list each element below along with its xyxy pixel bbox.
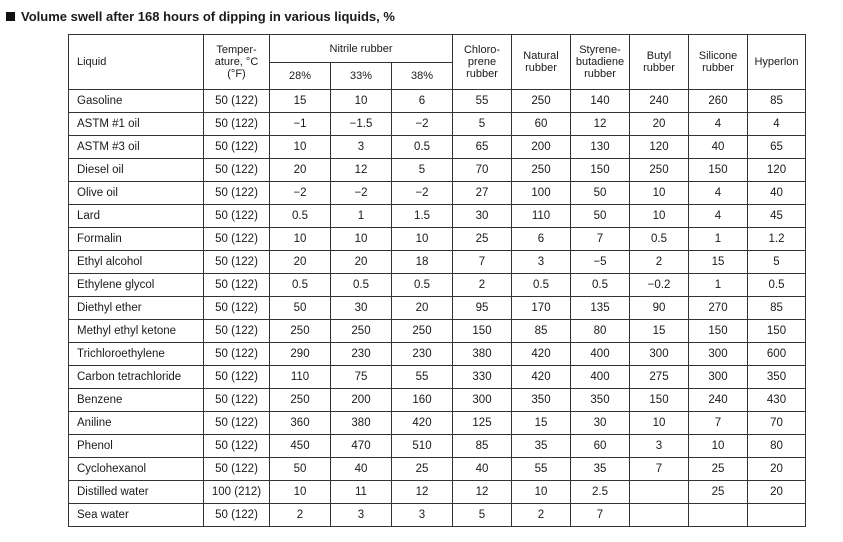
table-row	[69, 412, 806, 435]
cell-n38: 18	[392, 251, 453, 274]
cell-butyl: 90	[630, 297, 689, 320]
cell-chloroprene: 65	[453, 136, 512, 159]
cell-butyl: 250	[630, 159, 689, 182]
cell-butyl: 3	[630, 435, 689, 458]
cell-n33: 11	[331, 481, 392, 504]
cell-temp: 50 (122)	[204, 412, 270, 435]
header-nitrile-28: 28%	[270, 63, 331, 90]
cell-liquid: ASTM #1 oil	[69, 113, 204, 136]
cell-n38: 55	[392, 366, 453, 389]
cell-n38: 12	[392, 481, 453, 504]
header-nitrile-rubber: Nitrile rubber	[270, 35, 453, 63]
cell-hyperlon: 85	[748, 90, 806, 113]
cell-temp: 50 (122)	[204, 113, 270, 136]
cell-styrene: 400	[571, 343, 630, 366]
cell-chloroprene: 12	[453, 481, 512, 504]
cell-hyperlon: 4	[748, 113, 806, 136]
cell-butyl	[630, 504, 689, 527]
cell-hyperlon: 20	[748, 481, 806, 504]
cell-temp: 50 (122)	[204, 159, 270, 182]
cell-temp: 50 (122)	[204, 228, 270, 251]
cell-silicone: 4	[689, 182, 748, 205]
cell-n33: 3	[331, 504, 392, 527]
cell-natural: 170	[512, 297, 571, 320]
cell-n38: 420	[392, 412, 453, 435]
cell-butyl: 275	[630, 366, 689, 389]
cell-liquid: Lard	[69, 205, 204, 228]
cell-n33: −2	[331, 182, 392, 205]
cell-hyperlon	[748, 504, 806, 527]
cell-butyl: 10	[630, 412, 689, 435]
cell-liquid: Benzene	[69, 389, 204, 412]
cell-n33: 75	[331, 366, 392, 389]
cell-temp: 50 (122)	[204, 389, 270, 412]
cell-styrene: 2.5	[571, 481, 630, 504]
cell-chloroprene: 125	[453, 412, 512, 435]
cell-natural: 85	[512, 320, 571, 343]
cell-hyperlon: 430	[748, 389, 806, 412]
table-row	[69, 251, 806, 274]
cell-silicone: 4	[689, 113, 748, 136]
cell-temp: 50 (122)	[204, 297, 270, 320]
table-row	[69, 159, 806, 182]
volume-swell-table	[68, 34, 806, 527]
cell-silicone: 7	[689, 412, 748, 435]
header-butyl-rubber: Butyl rubber	[630, 35, 689, 90]
cell-n28: 10	[270, 481, 331, 504]
cell-n28: 50	[270, 297, 331, 320]
cell-silicone: 300	[689, 366, 748, 389]
table-row	[69, 297, 806, 320]
cell-temp: 50 (122)	[204, 205, 270, 228]
cell-n28: 290	[270, 343, 331, 366]
cell-chloroprene: 55	[453, 90, 512, 113]
cell-n38: 230	[392, 343, 453, 366]
cell-n28: −2	[270, 182, 331, 205]
cell-hyperlon: 80	[748, 435, 806, 458]
cell-n28: 360	[270, 412, 331, 435]
cell-chloroprene: 95	[453, 297, 512, 320]
cell-silicone: 240	[689, 389, 748, 412]
cell-liquid: Formalin	[69, 228, 204, 251]
cell-n28: 0.5	[270, 274, 331, 297]
cell-butyl	[630, 481, 689, 504]
cell-chloroprene: 7	[453, 251, 512, 274]
cell-liquid: Olive oil	[69, 182, 204, 205]
cell-n28: 0.5	[270, 205, 331, 228]
cell-n28: 10	[270, 136, 331, 159]
cell-liquid: Sea water	[69, 504, 204, 527]
cell-styrene: 50	[571, 182, 630, 205]
cell-n33: 40	[331, 458, 392, 481]
cell-chloroprene: 2	[453, 274, 512, 297]
cell-styrene: 7	[571, 504, 630, 527]
cell-styrene: 60	[571, 435, 630, 458]
cell-n38: 3	[392, 504, 453, 527]
cell-styrene: 130	[571, 136, 630, 159]
cell-butyl: 0.5	[630, 228, 689, 251]
cell-natural: 3	[512, 251, 571, 274]
cell-silicone: 150	[689, 159, 748, 182]
cell-natural: 420	[512, 343, 571, 366]
cell-n33: −1.5	[331, 113, 392, 136]
cell-n28: 450	[270, 435, 331, 458]
cell-hyperlon: 150	[748, 320, 806, 343]
cell-chloroprene: 150	[453, 320, 512, 343]
cell-chloroprene: 300	[453, 389, 512, 412]
cell-butyl: 15	[630, 320, 689, 343]
cell-butyl: 120	[630, 136, 689, 159]
cell-styrene: 35	[571, 458, 630, 481]
cell-silicone: 4	[689, 205, 748, 228]
cell-silicone: 300	[689, 343, 748, 366]
cell-n33: 10	[331, 90, 392, 113]
cell-liquid: Diesel oil	[69, 159, 204, 182]
cell-n38: −2	[392, 182, 453, 205]
header-nitrile-33: 33%	[331, 63, 392, 90]
cell-temp: 50 (122)	[204, 435, 270, 458]
cell-n28: −1	[270, 113, 331, 136]
header-styrene-butadiene-rubber: Styrene-butadiene rubber	[571, 35, 630, 90]
cell-n38: 10	[392, 228, 453, 251]
table-row	[69, 274, 806, 297]
cell-natural: 10	[512, 481, 571, 504]
cell-n28: 250	[270, 389, 331, 412]
cell-natural: 15	[512, 412, 571, 435]
cell-silicone: 260	[689, 90, 748, 113]
table-row	[69, 113, 806, 136]
cell-n38: 0.5	[392, 136, 453, 159]
title-text: Volume swell after 168 hours of dipping in various liquids, %	[21, 9, 395, 24]
document-title	[6, 6, 395, 28]
cell-silicone: 150	[689, 320, 748, 343]
cell-n28: 2	[270, 504, 331, 527]
cell-hyperlon: 600	[748, 343, 806, 366]
cell-temp: 50 (122)	[204, 251, 270, 274]
header-silicone-rubber: Silicone rubber	[689, 35, 748, 90]
cell-n33: 380	[331, 412, 392, 435]
cell-n33: 10	[331, 228, 392, 251]
cell-temp: 50 (122)	[204, 274, 270, 297]
header-liquid: Liquid	[69, 35, 204, 90]
cell-liquid: Carbon tetrachloride	[69, 366, 204, 389]
cell-temp: 50 (122)	[204, 504, 270, 527]
cell-n33: 12	[331, 159, 392, 182]
cell-natural: 100	[512, 182, 571, 205]
cell-natural: 420	[512, 366, 571, 389]
cell-temp: 100 (212)	[204, 481, 270, 504]
cell-hyperlon: 20	[748, 458, 806, 481]
cell-natural: 2	[512, 504, 571, 527]
table-row	[69, 320, 806, 343]
table-row	[69, 343, 806, 366]
cell-styrene: 50	[571, 205, 630, 228]
cell-chloroprene: 27	[453, 182, 512, 205]
cell-natural: 35	[512, 435, 571, 458]
cell-temp: 50 (122)	[204, 90, 270, 113]
table-row	[69, 389, 806, 412]
cell-chloroprene: 30	[453, 205, 512, 228]
header-natural-rubber: Natural rubber	[512, 35, 571, 90]
cell-butyl: 7	[630, 458, 689, 481]
cell-natural: 60	[512, 113, 571, 136]
cell-butyl: 2	[630, 251, 689, 274]
cell-n28: 250	[270, 320, 331, 343]
cell-butyl: 20	[630, 113, 689, 136]
cell-n33: 230	[331, 343, 392, 366]
cell-n28: 20	[270, 251, 331, 274]
cell-butyl: −0.2	[630, 274, 689, 297]
cell-n38: −2	[392, 113, 453, 136]
cell-styrene: 400	[571, 366, 630, 389]
cell-hyperlon: 65	[748, 136, 806, 159]
cell-hyperlon: 70	[748, 412, 806, 435]
cell-n28: 10	[270, 228, 331, 251]
cell-n33: 20	[331, 251, 392, 274]
cell-hyperlon: 85	[748, 297, 806, 320]
cell-natural: 350	[512, 389, 571, 412]
cell-liquid: Ethyl alcohol	[69, 251, 204, 274]
cell-n28: 110	[270, 366, 331, 389]
cell-liquid: Aniline	[69, 412, 204, 435]
cell-chloroprene: 330	[453, 366, 512, 389]
header-hyperlon: Hyperlon	[748, 35, 806, 90]
cell-n38: 6	[392, 90, 453, 113]
cell-styrene: 150	[571, 159, 630, 182]
cell-natural: 0.5	[512, 274, 571, 297]
cell-styrene: 140	[571, 90, 630, 113]
cell-temp: 50 (122)	[204, 182, 270, 205]
cell-hyperlon: 120	[748, 159, 806, 182]
cell-styrene: 12	[571, 113, 630, 136]
cell-hyperlon: 45	[748, 205, 806, 228]
cell-natural: 55	[512, 458, 571, 481]
cell-styrene: 0.5	[571, 274, 630, 297]
table-row	[69, 435, 806, 458]
cell-silicone: 1	[689, 274, 748, 297]
cell-hyperlon: 40	[748, 182, 806, 205]
cell-temp: 50 (122)	[204, 320, 270, 343]
cell-chloroprene: 40	[453, 458, 512, 481]
cell-chloroprene: 70	[453, 159, 512, 182]
cell-hyperlon: 0.5	[748, 274, 806, 297]
cell-liquid: Distilled water	[69, 481, 204, 504]
cell-n33: 200	[331, 389, 392, 412]
cell-temp: 50 (122)	[204, 343, 270, 366]
table-row	[69, 366, 806, 389]
cell-temp: 50 (122)	[204, 136, 270, 159]
cell-butyl: 240	[630, 90, 689, 113]
header-nitrile-38: 38%	[392, 63, 453, 90]
cell-n28: 20	[270, 159, 331, 182]
cell-silicone: 25	[689, 481, 748, 504]
cell-chloroprene: 85	[453, 435, 512, 458]
cell-n38: 160	[392, 389, 453, 412]
cell-n38: 250	[392, 320, 453, 343]
cell-natural: 250	[512, 159, 571, 182]
cell-temp: 50 (122)	[204, 366, 270, 389]
cell-chloroprene: 380	[453, 343, 512, 366]
cell-liquid: Phenol	[69, 435, 204, 458]
cell-chloroprene: 5	[453, 504, 512, 527]
table-row	[69, 90, 806, 113]
cell-silicone: 270	[689, 297, 748, 320]
cell-butyl: 10	[630, 182, 689, 205]
cell-n28: 15	[270, 90, 331, 113]
cell-n38: 510	[392, 435, 453, 458]
cell-butyl: 10	[630, 205, 689, 228]
header-chloroprene-rubber: Chloro-prene rubber	[453, 35, 512, 90]
cell-silicone: 40	[689, 136, 748, 159]
cell-n33: 1	[331, 205, 392, 228]
cell-natural: 6	[512, 228, 571, 251]
cell-butyl: 150	[630, 389, 689, 412]
cell-styrene: 135	[571, 297, 630, 320]
cell-hyperlon: 5	[748, 251, 806, 274]
square-bullet-icon	[6, 12, 15, 21]
cell-n33: 470	[331, 435, 392, 458]
cell-liquid: Methyl ethyl ketone	[69, 320, 204, 343]
cell-hyperlon: 350	[748, 366, 806, 389]
cell-styrene: 80	[571, 320, 630, 343]
cell-silicone: 15	[689, 251, 748, 274]
cell-liquid: ASTM #3 oil	[69, 136, 204, 159]
table-row	[69, 136, 806, 159]
table-row	[69, 182, 806, 205]
table-body	[69, 90, 806, 527]
table-row	[69, 458, 806, 481]
cell-n38: 25	[392, 458, 453, 481]
cell-chloroprene: 5	[453, 113, 512, 136]
cell-n28: 50	[270, 458, 331, 481]
cell-liquid: Ethylene glycol	[69, 274, 204, 297]
cell-styrene: 30	[571, 412, 630, 435]
header-temperature: Temper-ature, °C (°F)	[204, 35, 270, 90]
cell-natural: 200	[512, 136, 571, 159]
cell-styrene: 350	[571, 389, 630, 412]
cell-liquid: Cyclohexanol	[69, 458, 204, 481]
cell-temp: 50 (122)	[204, 458, 270, 481]
table-row	[69, 228, 806, 251]
cell-silicone: 1	[689, 228, 748, 251]
cell-styrene: 7	[571, 228, 630, 251]
cell-silicone: 10	[689, 435, 748, 458]
cell-n33: 0.5	[331, 274, 392, 297]
cell-silicone	[689, 504, 748, 527]
cell-styrene: −5	[571, 251, 630, 274]
cell-natural: 250	[512, 90, 571, 113]
cell-n38: 20	[392, 297, 453, 320]
cell-n33: 3	[331, 136, 392, 159]
cell-n33: 250	[331, 320, 392, 343]
cell-liquid: Gasoline	[69, 90, 204, 113]
cell-hyperlon: 1.2	[748, 228, 806, 251]
cell-n38: 0.5	[392, 274, 453, 297]
cell-chloroprene: 25	[453, 228, 512, 251]
cell-n38: 1.5	[392, 205, 453, 228]
cell-natural: 110	[512, 205, 571, 228]
cell-liquid: Diethyl ether	[69, 297, 204, 320]
cell-silicone: 25	[689, 458, 748, 481]
cell-butyl: 300	[630, 343, 689, 366]
cell-liquid: Trichloroethylene	[69, 343, 204, 366]
cell-n38: 5	[392, 159, 453, 182]
table-row	[69, 481, 806, 504]
cell-n33: 30	[331, 297, 392, 320]
table-row	[69, 205, 806, 228]
table-row	[69, 504, 806, 527]
